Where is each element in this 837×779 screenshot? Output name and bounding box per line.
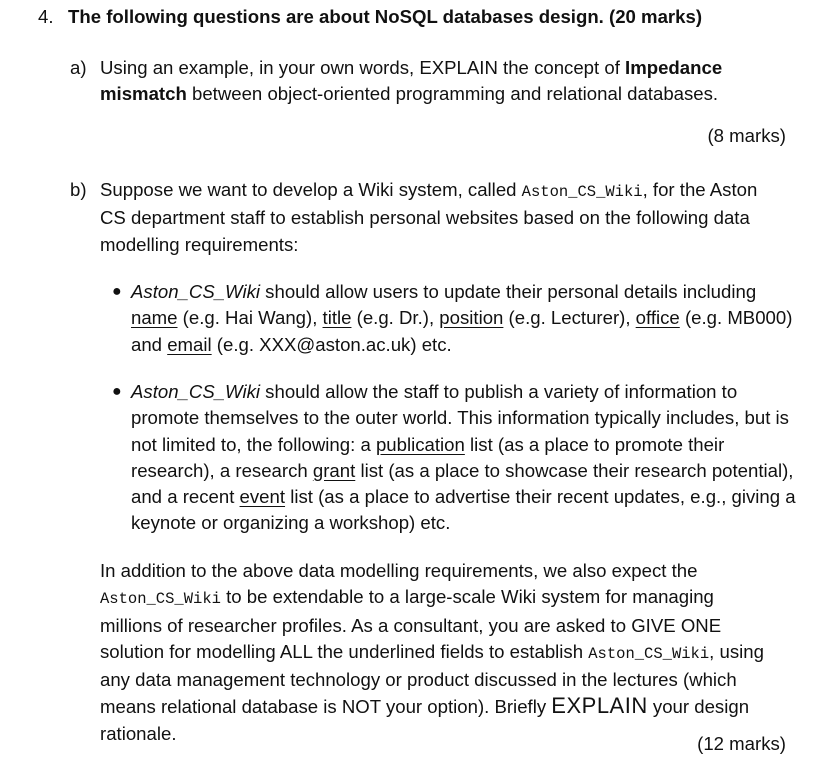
field-grant: grant <box>312 459 356 481</box>
field-event: event <box>239 486 286 508</box>
question-heading <box>38 4 702 30</box>
part-a-label: a) <box>70 57 87 78</box>
bullet-1-text-4: (e.g. Lecturer), <box>503 307 636 329</box>
closing-text-3: , using any data management technology or product discussed in the lectures (which means relational database is NOT your option). Briefly <box>100 640 764 718</box>
bullet-1-wiki-name: Aston_CS_Wiki <box>131 281 261 302</box>
wiki-name-code: Aston_CS_Wiki <box>521 183 643 201</box>
closing-wiki-name-1: Aston_CS_Wiki <box>100 590 221 609</box>
part-b-intro-2: , for the Aston CS department staff to establish personal websites based on the following data modelling requirements: <box>100 179 758 255</box>
field-position: position <box>439 307 504 329</box>
closing-wiki-name-2: Aston_CS_Wiki <box>588 644 710 663</box>
question-number: 4. <box>38 6 54 27</box>
bullet-2-text <box>131 379 806 537</box>
bullet-2-text-3: list (as a place to showcase their research potential), and a recent <box>131 459 794 508</box>
closing-text-2: to be extendable to a large-scale Wiki system for managing millions of researcher profiles. As a consultant, you are asked to GIVE ONE solution for modelling ALL the underlined fields to establish <box>100 586 722 662</box>
bullet-2-text-1: should allow the staff to publish a variety of information to promote themselves to the outer world. This information typically includes, but is not limited to, the following: a <box>131 381 789 455</box>
bullet-1-text-2: (e.g. Hai Wang), <box>177 307 323 329</box>
part-b-closing <box>100 558 772 747</box>
field-email: email <box>167 333 212 355</box>
bullet-2-marker: ● <box>112 383 122 400</box>
explain-keyword: EXPLAIN <box>551 693 648 719</box>
part-b-intro-1: Suppose we want to develop a Wiki system, called <box>100 179 522 200</box>
bullet-1-marker: ● <box>112 283 122 300</box>
field-publication: publication <box>375 433 465 455</box>
bullet-2-text-4: list (as a place to advertise their recent updates, e.g., giving a keynote or organizing a workshop) etc. <box>131 486 796 534</box>
impedance-mismatch-term: Impedance mismatch <box>100 57 723 105</box>
bullet-2-text-2: list (as a place to promote their research), a research <box>131 433 725 481</box>
part-a-text <box>100 55 800 108</box>
closing-text-1: In addition to the above data modelling requirements, we also expect the <box>100 560 698 581</box>
part-a-marks: (8 marks) <box>707 125 786 146</box>
bullet-1-text-1: should allow users to update their personal details including <box>260 281 757 302</box>
part-a-text-1: Using an example, in your own words, EXPLAIN the concept of <box>100 57 626 78</box>
bullet-1-text <box>131 279 806 358</box>
part-b-intro <box>100 177 760 258</box>
bullet-2-wiki-name: Aston_CS_Wiki <box>131 381 261 402</box>
field-name: name <box>131 307 178 329</box>
bullet-1-text-6: (e.g. XXX@aston.ac.uk) etc. <box>211 333 452 355</box>
part-b-label: b) <box>70 179 87 200</box>
field-title: title <box>322 307 352 329</box>
question-title: The following questions are about NoSQL databases design. (20 marks) <box>68 6 703 27</box>
bullet-1-text-5: (e.g. MB000) and <box>131 307 793 355</box>
closing-text-4: your design rationale. <box>100 696 750 744</box>
field-office: office <box>635 307 680 329</box>
part-a-text-2: between object-oriented programming and relational databases. <box>186 83 719 105</box>
part-b-marks: (12 marks) <box>697 733 786 754</box>
bullet-1-text-3: (e.g. Dr.), <box>351 307 440 329</box>
